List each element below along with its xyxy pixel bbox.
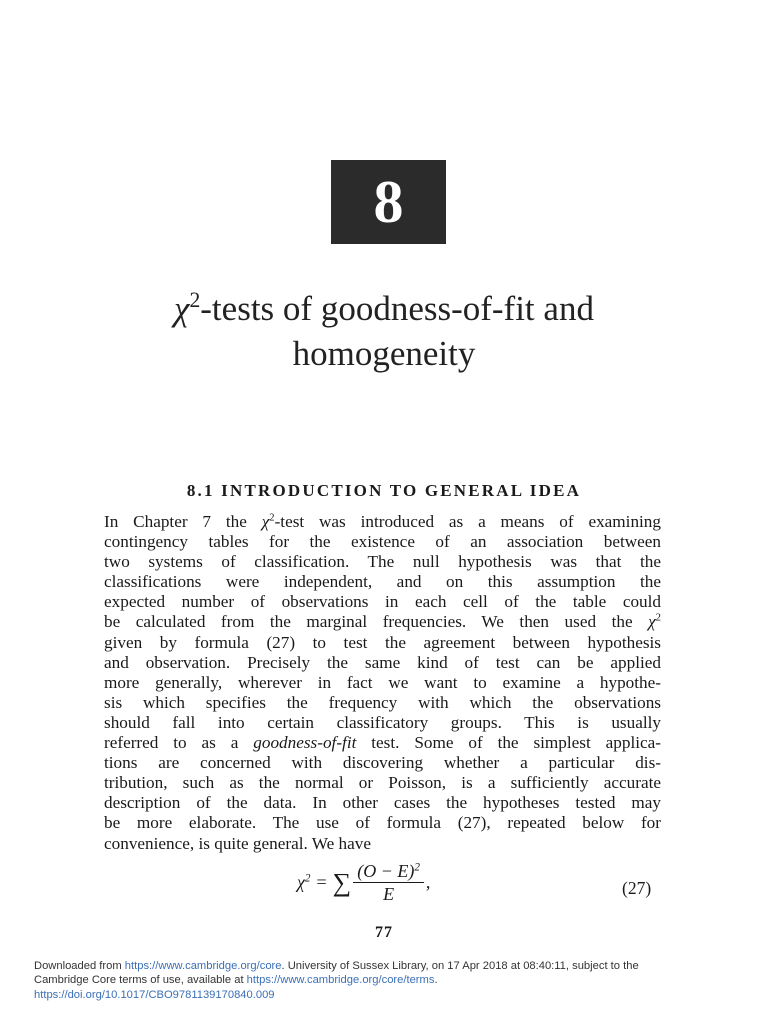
body-paragraph: [104, 512, 661, 854]
page-number: 77: [375, 924, 393, 941]
superscript: 2: [655, 613, 661, 625]
chapter-title-line-2: homogeneity: [292, 334, 476, 373]
chi-symbol: χ: [648, 612, 656, 632]
footer-text: Downloaded from: [34, 960, 125, 972]
terms-link[interactable]: https://www.cambridge.org/core/terms: [246, 974, 435, 987]
summation-symbol: ∑: [332, 867, 352, 897]
numerator-text: (O − E): [357, 861, 415, 881]
superscript: 2: [189, 287, 201, 312]
chapter-title-line-1: [100, 286, 668, 331]
text-line: sis which specifies the frequency with which the observations: [104, 692, 661, 712]
formula-lhs: [297, 872, 311, 893]
equation-number: (27): [622, 878, 652, 898]
doi-link[interactable]: https://doi.org/10.1017/CBO9781139170840.009: [34, 988, 275, 1001]
text-line: more generally, wherever in fact we want to examine a hypothe-: [104, 672, 661, 692]
text-line: classifications were independent, and on this assumption the: [104, 572, 661, 592]
text-line: [104, 612, 661, 632]
text-span: be calculated from the marginal frequencies. We then used the: [104, 612, 649, 632]
download-footer: [34, 959, 734, 1002]
text-line: be more elaborate. The use of formula (27), repeated below for: [104, 813, 661, 833]
text-line: description of the data. In other cases the hypotheses tested may: [104, 793, 661, 813]
text-line: and observation. Precisely the same kind of test can be applied: [104, 652, 661, 672]
superscript: 2: [414, 861, 420, 874]
footer-text: Cambridge Core terms of use, available at: [34, 974, 247, 987]
superscript: 2: [304, 872, 311, 885]
cambridge-core-link[interactable]: https://www.cambridge.org/core: [124, 960, 282, 972]
superscript: 2: [269, 512, 275, 524]
italic-term: goodness-of-fit: [253, 733, 357, 753]
footer-line-3: [34, 988, 734, 1002]
fraction-numerator: [353, 860, 424, 883]
text-line: expected number of observations in each cell of the table could: [104, 592, 661, 612]
fraction: [353, 860, 424, 905]
footer-line-2: [34, 973, 734, 987]
text-line: given by formula (27) to test the agreement between hypothesis: [104, 632, 661, 652]
text-line: tions are concerned with discovering whether a particular dis-: [104, 753, 661, 773]
text-line: tribution, such as the normal or Poisson, is a sufficiently accurate: [104, 773, 661, 793]
chapter-title-text: -tests of goodness-of-fit and: [200, 289, 594, 328]
formula-comma: ,: [425, 872, 431, 892]
text-line: [104, 733, 661, 753]
chi-symbol: χ: [297, 872, 305, 892]
text-line: convenience, is quite general. We have: [104, 833, 371, 853]
chi-symbol: χ: [174, 289, 190, 328]
equals-sign: =: [316, 872, 327, 892]
text-span: -test was introduced as a means of examining: [274, 512, 661, 531]
text-span: referred to as a: [104, 733, 254, 753]
footer-text: .: [434, 974, 438, 987]
chapter-number-badge: [331, 160, 446, 244]
text-line: [104, 512, 661, 532]
chi-square-formula: [297, 860, 430, 905]
footer-text: . University of Sussex Library, on 17 Apr 2018 at 08:40:11, subject to the: [281, 960, 639, 972]
section-heading: 8.1 INTRODUCTION TO GENERAL IDEA: [186, 481, 582, 500]
chapter-title: [100, 286, 668, 376]
text-line: should fall into certain classificatory groups. This is usually: [104, 712, 661, 732]
fraction-denominator: E: [383, 884, 395, 904]
footer-line-1: [34, 959, 734, 973]
chi-symbol: χ: [261, 512, 270, 531]
text-line: contingency tables for the existence of an association between: [104, 532, 661, 552]
chapter-number: 8: [373, 169, 404, 235]
text-span: In Chapter 7 the: [104, 512, 262, 531]
text-line: two systems of classification. The null hypothesis was that the: [104, 552, 661, 572]
text-span: test. Some of the simplest applica-: [356, 733, 661, 753]
